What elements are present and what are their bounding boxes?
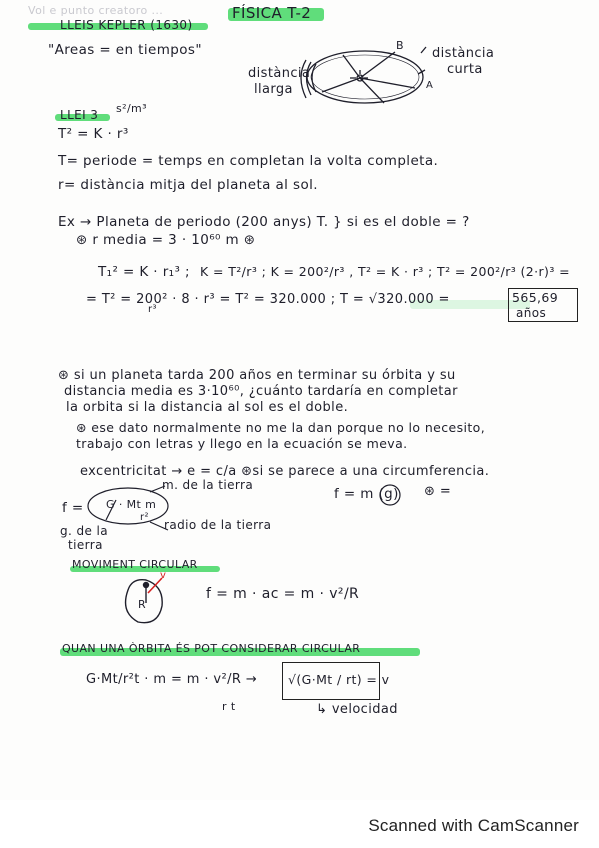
example-line2: ⊛ r media = 3 · 10⁶⁰ m ⊛ bbox=[76, 232, 256, 248]
point-a: A bbox=[426, 80, 434, 91]
law3-unit: s²/m³ bbox=[116, 102, 147, 115]
g-label-1: g. de la bbox=[60, 524, 108, 538]
question-note2: trabajo con letras y llego en la ecuación se meva. bbox=[76, 436, 408, 451]
label-long-2: llarga bbox=[254, 82, 293, 97]
law3-formula: T² = K · r³ bbox=[58, 126, 129, 142]
question-line2: distancia media es 3·10⁶⁰, ¿cuánto tardaría en completar bbox=[64, 384, 458, 399]
orbit-result: √(G·Mt / rt) = v bbox=[288, 672, 390, 687]
law3-heading: LLEI 3 bbox=[60, 108, 99, 122]
rt-note: r t bbox=[222, 700, 236, 713]
star-eq: ⊛ = bbox=[424, 484, 452, 499]
point-b: B bbox=[396, 39, 404, 52]
radius-label: radio de la tierra bbox=[164, 518, 272, 532]
circular-heading: MOVIMENT CIRCULAR bbox=[72, 558, 198, 571]
page-title: FÍSICA T-2 bbox=[232, 4, 312, 22]
circular-v: v bbox=[160, 570, 167, 581]
question-line3: la orbita si la distancia al sol es el doble. bbox=[66, 400, 349, 415]
orbit-heading: QUAN UNA ÒRBITA ÉS POT CONSIDERAR CIRCULAR bbox=[62, 642, 361, 655]
f-label: f = bbox=[62, 500, 84, 516]
areas-quote: "Areas = en tiempos" bbox=[48, 42, 202, 58]
orbit-equation: G·Mt/r²t · m = m · v²/R → bbox=[86, 672, 258, 687]
scanner-footer bbox=[0, 800, 599, 848]
example-eq1a: T₁² = K · r₁³ ; bbox=[98, 264, 190, 280]
cancel-note: r³ bbox=[148, 304, 157, 315]
circular-r: R bbox=[138, 598, 147, 611]
faint-header-text: Vol e punto creatoro ... bbox=[28, 4, 164, 17]
example-line1: Ex → Planeta de periodo (200 anys) T. } si es el doble = ? bbox=[58, 214, 470, 230]
g-label-2: tierra bbox=[68, 538, 103, 552]
example-eq1b: K = T²/r³ ; K = 200²/r³ , T² = K · r³ ; T² = 200²/r³ (2·r)³ = bbox=[200, 264, 570, 279]
r2-label: r² bbox=[140, 512, 149, 523]
circular-formula: f = m · ac = m · v²/R bbox=[206, 586, 360, 602]
mass-label: m. de la tierra bbox=[162, 478, 254, 492]
question-note1: ⊛ ese dato normalmente no me la dan porque no lo necesito, bbox=[76, 420, 486, 435]
law3-def-r: r= distància mitja del planeta al sol. bbox=[58, 177, 318, 193]
velocity-note: ↳ velocidad bbox=[316, 702, 398, 717]
law3-def-t: T= periode = temps en completan la volta completa. bbox=[58, 153, 439, 169]
label-long-1: distància bbox=[248, 66, 311, 81]
example-eq2: = T² = 200² · 8 · r³ = T² = 320.000 ; T = √320.000 = bbox=[86, 292, 450, 307]
label-short-1: distància bbox=[432, 46, 495, 61]
question-line1: ⊛ si un planeta tarda 200 años en terminar su órbita y su bbox=[58, 368, 456, 383]
scanner-watermark-text: Scanned with CamScanner bbox=[368, 816, 579, 835]
f-mg: f = m (g) bbox=[334, 486, 399, 502]
label-short-2: curta bbox=[447, 62, 483, 77]
answer-value: 565,69 bbox=[512, 290, 559, 305]
eccentricity-line: excentricitat → e = c/a ⊛si se parece a una circumferencia. bbox=[80, 464, 490, 479]
answer-unit: años bbox=[516, 306, 547, 320]
kepler-heading: LLEIS KEPLER (1630) bbox=[60, 18, 193, 32]
gm-box: G · Mt m bbox=[106, 498, 157, 511]
